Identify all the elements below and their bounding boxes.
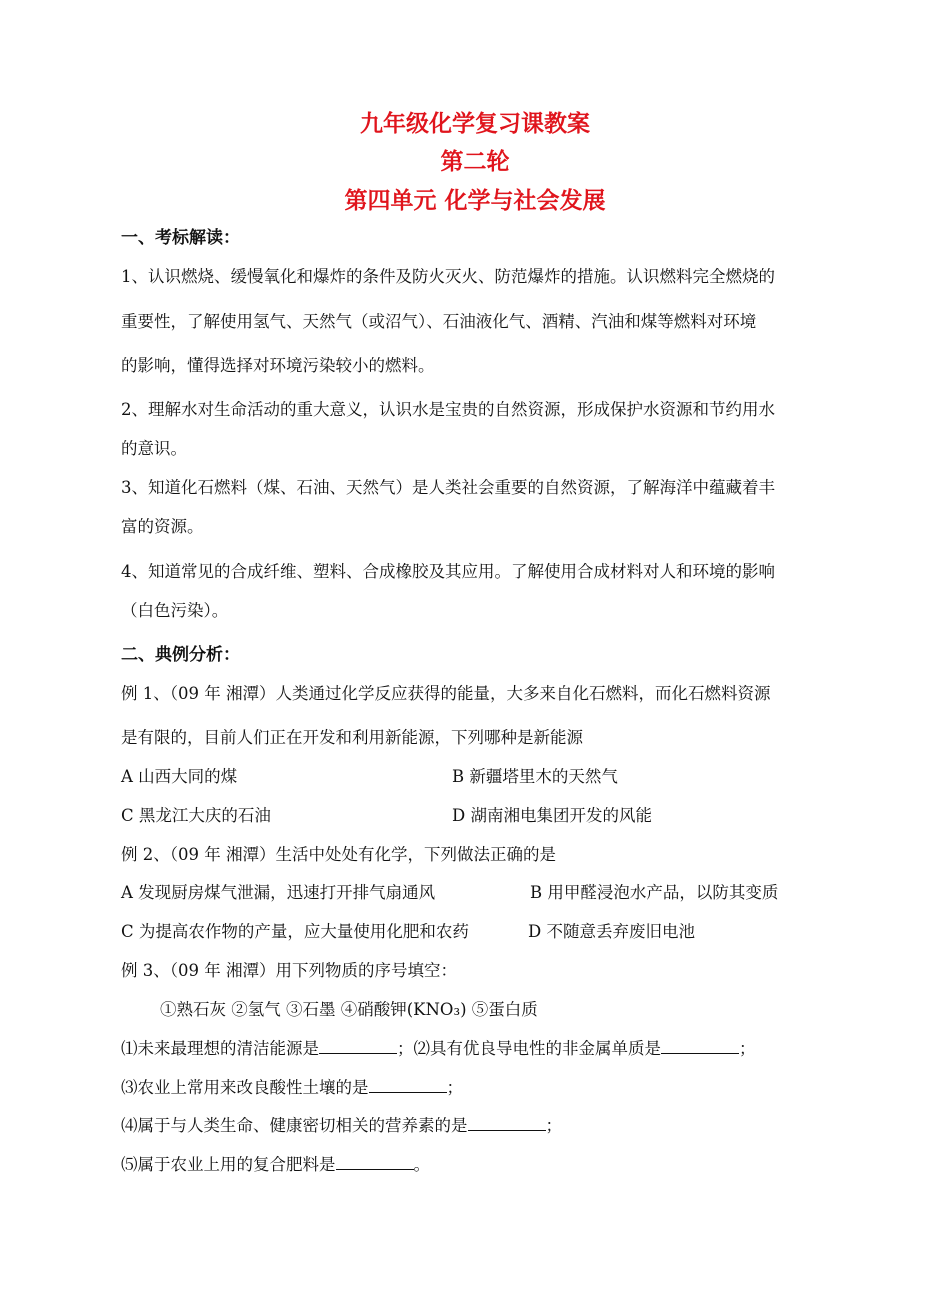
example-1-line-1: 例 1、（09 年 湘潭）人类通过化学反应获得的能量，大多来自化石燃料，而化石燃料资源 (121, 684, 771, 703)
round-title: 第二轮 (440, 149, 510, 175)
example-2-option-a: A 发现厨房煤气泄漏，迅速打开排气扇通风 (121, 883, 436, 902)
question-1-2 (121, 1037, 756, 1061)
example-3-line-1: 例 3、（09 年 湘潭）用下列物质的序号填空： (121, 961, 457, 980)
standard-4-line-2: （白色污染）。 (121, 601, 229, 620)
question-2-end: ； (739, 1039, 756, 1058)
answer-blank-4[interactable] (468, 1116, 546, 1131)
standard-3-line-2: 富的资源。 (121, 517, 204, 536)
example-2-line-1: 例 2、（09 年 湘潭）生活中处处有化学，下列做法正确的是 (121, 845, 556, 864)
standard-2-line-1: 2、理解水对生命活动的重大意义，认识水是宝贵的自然资源，形成保护水资源和节约用水 (121, 400, 775, 419)
answer-blank-3[interactable] (369, 1078, 447, 1093)
question-5-end: 。 (413, 1155, 430, 1174)
answer-blank-2[interactable] (661, 1039, 739, 1054)
example-2-option-d: D 不随意丢弃废旧电池 (528, 922, 695, 941)
example-1-line-2: 是有限的，目前人们正在开发和利用新能源，下列哪种是新能源 (121, 728, 583, 747)
example-1-option-a: A 山西大同的煤 (121, 767, 238, 786)
question-4-text: ⑷属于与人类生命、健康密切相关的营养素的是 (121, 1116, 468, 1135)
question-2-text: ；⑵具有优良导电性的非金属单质是 (397, 1039, 661, 1058)
standard-1-line-1: 1、认识燃烧、缓慢氧化和爆炸的条件及防火灭火、防范爆炸的措施。认识燃料完全燃烧的 (121, 267, 775, 286)
example-1-option-c: C 黑龙江大庆的石油 (121, 806, 271, 825)
section-heading-examples: 二、典例分析： (121, 645, 240, 665)
question-4 (121, 1114, 562, 1138)
example-2-option-c: C 为提高农作物的产量，应大量使用化肥和农药 (121, 922, 469, 941)
question-3-end: ； (446, 1078, 463, 1097)
example-3-substance-list: ①熟石灰 ②氢气 ③石墨 ④硝酸钾(KNO₃) ⑤蛋白质 (160, 1000, 538, 1019)
document-title: 九年级化学复习课教案 (360, 111, 590, 137)
standard-4-line-1: 4、知道常见的合成纤维、塑料、合成橡胶及其应用。了解使用合成材料对人和环境的影响 (121, 562, 775, 581)
question-4-end: ； (545, 1116, 562, 1135)
question-3 (121, 1076, 463, 1100)
standard-3-line-1: 3、知道化石燃料（煤、石油、天然气）是人类社会重要的自然资源，了解海洋中蕴藏着丰 (121, 478, 775, 497)
example-1-option-d: D 湖南湘电集团开发的风能 (452, 806, 652, 825)
standard-1-line-2: 重要性，了解使用氢气、天然气（或沼气）、石油液化气、酒精、汽油和煤等燃料对环境 (121, 312, 757, 331)
example-1-option-b: B 新疆塔里木的天然气 (452, 767, 618, 786)
question-5-text: ⑸属于农业上用的复合肥料是 (121, 1155, 336, 1174)
standard-2-line-2: 的意识。 (121, 439, 187, 458)
question-5 (121, 1153, 430, 1177)
unit-title: 第四单元 化学与社会发展 (344, 188, 606, 214)
standard-1-line-3: 的影响，懂得选择对环境污染较小的燃料。 (121, 356, 435, 375)
section-heading-standards: 一、考标解读： (121, 228, 240, 248)
question-1-text: ⑴未来最理想的清洁能源是 (121, 1039, 319, 1058)
answer-blank-1[interactable] (319, 1039, 397, 1054)
answer-blank-5[interactable] (336, 1155, 414, 1170)
question-3-text: ⑶农业上常用来改良酸性土壤的是 (121, 1078, 369, 1097)
example-2-option-b: B 用甲醛浸泡水产品，以防其变质 (530, 883, 779, 902)
